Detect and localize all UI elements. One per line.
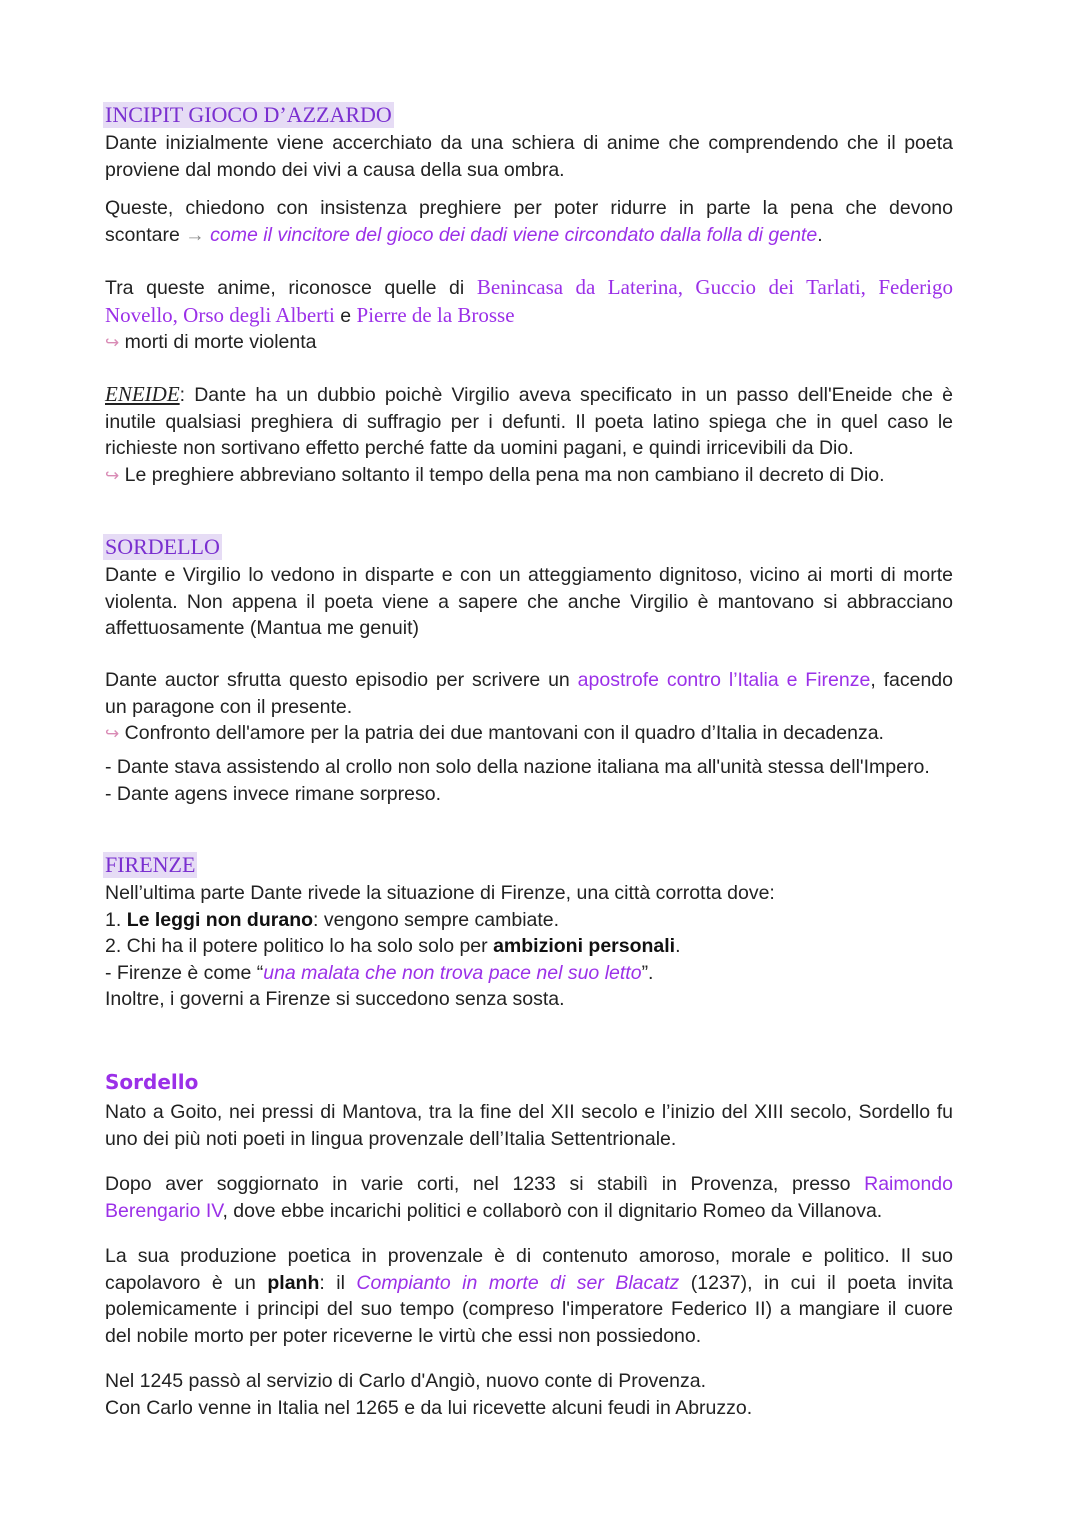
text-line: violenta. Non appena il poeta viene a sapere che anche Virgilio è mantovano si abbracciano [105, 590, 953, 613]
text-span: 2. Chi ha il potere politico lo ha solo solo per [105, 935, 494, 957]
text-line: Inoltre, i governi a Firenze si succedono senza sosta. [105, 988, 565, 1010]
text-line: La sua produzione poetica in provenzale è di contenuto amoroso, morale e politico. Il suo [105, 1245, 953, 1267]
names-highlight: Benincasa da Laterina, Guccio dei Tarlati, Federigo [476, 275, 953, 299]
sordello-bullets [105, 754, 953, 807]
list-item [105, 907, 953, 934]
text-line: Nel 1245 passò al servizio di Carlo d'Angiò, nuovo conte di Provenza. [105, 1370, 706, 1392]
text-span: capolavoro è un [105, 1271, 268, 1294]
text-line: del nobile morto per poter riceverne le virtù che essi non possiedono. [105, 1324, 702, 1347]
highlight-name: Berengario IV [105, 1199, 223, 1222]
text-line [105, 667, 953, 694]
text-line [105, 1171, 953, 1198]
text-span: : vengono sempre cambiate. [313, 908, 560, 931]
text-line: un paragone con il presente. [105, 695, 353, 718]
text-span: 1. [105, 908, 127, 931]
curved-arrow-icon: ↪ [105, 465, 120, 485]
eneide-label: ENEIDE [105, 382, 180, 406]
text-span: Confronto dell'amore per la patria dei due mantovani con il quadro d’Italia in decadenza. [124, 722, 884, 744]
text-line: Dante e Virgilio lo vedono in disparte e con un atteggiamento dignitoso, vicino ai morti di morte [105, 564, 953, 586]
text-line [105, 1270, 953, 1297]
text-span: Le preghiere abbreviano soltanto il tempo della pena ma non cambiano il decreto di Dio. [124, 463, 885, 486]
text-line: inutile qualsiasi preghiera di suffragio per i defunti. Il poeta latino spiega che in quel caso le [105, 410, 953, 433]
text-line: Queste, chiedono con insistenza preghiere per poter ridurre in parte la pena che devono [105, 197, 953, 219]
text-line: Nell’ultima parte Dante rivede la situazione di Firenze, una città corrotta dove: [105, 882, 775, 904]
text-span: . [675, 935, 681, 957]
list-item [105, 933, 953, 960]
list-item: - Dante agens invece rimane sorpreso. [105, 782, 442, 805]
section-incipit [105, 102, 953, 128]
text-span: , dove ebbe incarichi politici e collaborò con il dignitario Romeo da Villanova. [222, 1199, 883, 1222]
text-line [105, 720, 953, 748]
text-line: polemicamente i principi del suo tempo (compreso l'imperatore Federico II) a mangiare il cuore [105, 1298, 953, 1320]
text-span: - Firenze è come “ [105, 961, 264, 984]
highlight-quote: come il vincitore del gioco dei dadi viene circondato dalla folla di gente [210, 223, 818, 246]
text-line [105, 329, 953, 357]
bio-paragraph-4 [105, 1368, 953, 1421]
names-highlight: Novello, Orso degli Alberti [105, 302, 335, 327]
bio-paragraph-3 [105, 1243, 953, 1349]
bold-phrase: planh [267, 1271, 320, 1294]
text-line [105, 222, 953, 249]
text-span: : il [319, 1271, 357, 1294]
text-line: affettuosamente (Mantua me genuit) [105, 617, 419, 639]
text-span: morti di morte violenta [124, 331, 317, 353]
text-span: Dopo aver soggiornato in varie corti, nel 1233 si stabilì in Provenza, presso [105, 1173, 851, 1195]
incipit-paragraph-1 [105, 130, 953, 183]
text-span: , facendo [870, 669, 953, 691]
curved-arrow-icon: ↪ [105, 724, 120, 743]
section-bio [105, 1068, 953, 1096]
text-line [105, 381, 953, 409]
text-line: Con Carlo venne in Italia nel 1265 e da lui ricevette alcuni feudi in Abruzzo. [105, 1396, 753, 1419]
highlight-phrase: apostrofe contro l’Italia e Firenze [577, 669, 871, 691]
firenze-paragraph [105, 880, 953, 1013]
text-span: : Dante ha un dubbio poichè Virgilio aveva specificato in un passo dell'Eneide che è [179, 384, 953, 406]
bold-phrase: Le leggi non durano [126, 908, 314, 931]
text-span: scontare [105, 223, 180, 246]
section-heading-bio: Sordello [105, 1070, 199, 1094]
bold-phrase: ambizioni personali [493, 935, 676, 957]
text-span: Dante auctor sfrutta questo episodio per scrivere un [105, 669, 570, 691]
curved-arrow-icon: ↪ [105, 333, 120, 352]
incipit-paragraph-3 [105, 274, 953, 357]
text-span: Tra queste anime, riconosce quelle di [105, 277, 465, 299]
text-line: richieste non sortivano effetto perché fatte da uomini pagani, e quindi irricevibili da Dio. [105, 437, 854, 459]
text-line: Nato a Goito, nei pressi di Mantova, tra la fine del XII secolo e l’inizio del XIII secolo, Sordello fu [105, 1101, 953, 1123]
section-firenze [105, 852, 953, 878]
text-span: e [340, 304, 352, 327]
names-highlight: Pierre de la Brosse [356, 302, 515, 327]
bio-paragraph-1 [105, 1099, 953, 1152]
list-item [105, 960, 953, 987]
text-line [105, 1198, 953, 1225]
section-heading-sordello: SORDELLO [105, 534, 220, 559]
bio-paragraph-2 [105, 1171, 953, 1224]
highlight-title: Compianto in morte di ser Blacatz [356, 1271, 680, 1294]
sordello-paragraph-1 [105, 562, 953, 642]
right-arrow-icon: → [185, 223, 205, 246]
text-line: Dante inizialmente viene accerchiato da una schiera di anime che comprendendo che il poeta [105, 132, 953, 154]
sordello-paragraph-2 [105, 667, 953, 748]
text-span: . [817, 223, 823, 246]
highlight-name: Raimondo [864, 1173, 953, 1195]
text-line [105, 302, 953, 330]
text-span: (1237), in cui il poeta invita [679, 1271, 954, 1294]
text-line: uno dei più noti poeti in lingua provenzale dell’Italia Settentrionale. [105, 1127, 677, 1150]
incipit-paragraph-2 [105, 195, 953, 248]
section-sordello [105, 534, 953, 560]
highlight-quote: una malata che non trova pace nel suo letto [263, 961, 642, 984]
text-line: proviene dal mondo dei vivi a causa della sua ombra. [105, 158, 565, 181]
section-heading-firenze: FIRENZE [105, 852, 196, 877]
text-line [105, 274, 953, 302]
eneide-paragraph [105, 381, 953, 489]
section-heading-incipit: INCIPIT GIOCO D’AZZARDO [105, 102, 392, 127]
text-line [105, 462, 953, 490]
text-span: ”. [641, 961, 654, 984]
list-item: - Dante stava assistendo al crollo non solo della nazione italiana ma all'unità stessa dell'Impero. [105, 756, 930, 778]
